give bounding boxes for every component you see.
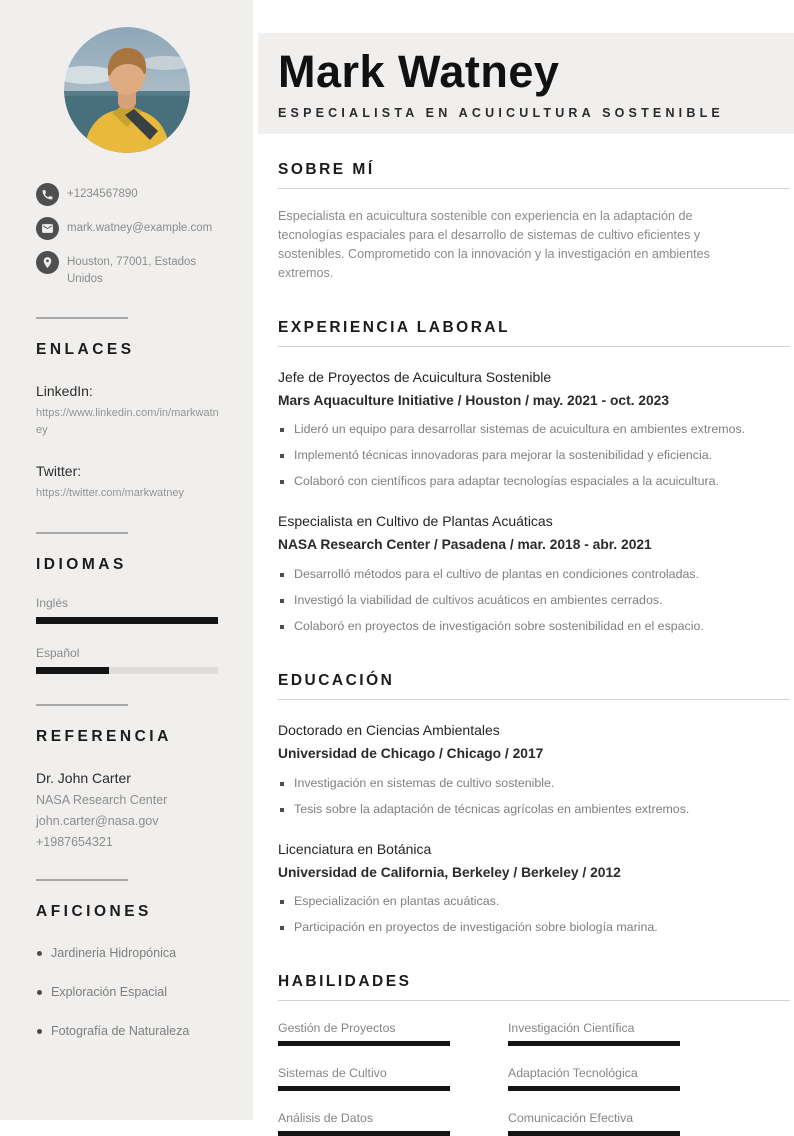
- degree-bullet: Investigación en sistemas de cultivo sostenible.: [278, 775, 783, 793]
- degree-title: Licenciatura en Botánica: [278, 840, 432, 857]
- hobbies-heading: AFICIONES: [36, 903, 152, 921]
- job-bullet: Implementó técnicas innovadoras para mejorar la sostenibilidad y eficiencia.: [278, 447, 783, 465]
- email-address[interactable]: mark.watney@example.com: [67, 222, 213, 234]
- contact-phone-row: [36, 183, 253, 206]
- twitter-url[interactable]: https://twitter.com/markwatney: [36, 487, 184, 500]
- sidebar: [0, 0, 253, 1120]
- about-heading: SOBRE MÍ: [278, 161, 375, 178]
- profile-photo-illustration: [64, 27, 190, 153]
- about-text: Especialista en acuicultura sostenible con experiencia en la adaptación de tecnologías espaciales para el desarrollo de sistemas de cultivo eficientes y sostenibles. Comprometido con la innovación y la investigación en ambientes extremos.: [278, 209, 710, 280]
- job-meta: NASA Research Center / Pasadena / mar. 2018 - abr. 2021: [278, 537, 652, 553]
- skill-item: [508, 1066, 680, 1091]
- job-bullets: [278, 421, 790, 491]
- links-section: [36, 341, 253, 502]
- hobby-item: Fotografía de Naturaleza: [36, 1024, 253, 1038]
- experience-entry: [278, 367, 790, 492]
- page-title: Mark Watney: [278, 46, 560, 97]
- skills-heading: HABILIDADES: [278, 973, 412, 991]
- job-bullet: Colaboró con científicos para adaptar tecnologías espaciales a la acuicultura.: [278, 473, 783, 491]
- job-title: Especialista en Cultivo de Plantas Acuáticas: [278, 513, 553, 530]
- experience-entry: [278, 511, 790, 636]
- skill-bar: [278, 1041, 450, 1046]
- job-bullets: [278, 566, 790, 636]
- phone-icon: [36, 183, 59, 206]
- skill-bar: [508, 1131, 680, 1136]
- degree-meta: Universidad de Chicago / Chicago / 2017: [278, 745, 544, 761]
- degree-meta: Universidad de California, Berkeley / Berkeley / 2012: [278, 864, 621, 880]
- main-content: [253, 161, 794, 1136]
- email-icon: [36, 217, 59, 240]
- phone-number: +1234567890: [67, 188, 138, 200]
- skills-grid: [278, 1021, 790, 1136]
- language-bar-fill: [36, 617, 218, 624]
- skill-label: Adaptación Tecnológica: [508, 1066, 638, 1081]
- skill-item: [508, 1021, 680, 1046]
- main-column: [253, 0, 794, 1136]
- experience-heading: EXPERIENCIA LABORAL: [278, 318, 511, 336]
- reference-phone: +1987654321: [36, 835, 113, 850]
- education-entry: [278, 839, 790, 938]
- skill-label: Investigación Científica: [508, 1021, 635, 1036]
- job-bullet: Desarrolló métodos para el cultivo de plantas en condiciones controladas.: [278, 566, 783, 584]
- skills-section: [278, 973, 790, 1136]
- degree-title: Doctorado en Ciencias Ambientales: [278, 721, 500, 738]
- professional-title: ESPECIALISTA EN ACUICULTURA SOSTENIBLE: [278, 105, 724, 120]
- contact-email-row: [36, 217, 253, 240]
- degree-bullet: Participación en proyectos de investigación sobre biología marina.: [278, 919, 783, 937]
- skill-item: [278, 1066, 450, 1091]
- twitter-label: Twitter:: [36, 463, 82, 480]
- education-heading: EDUCACIÓN: [278, 671, 395, 689]
- skill-bar: [278, 1131, 450, 1136]
- section-rule: [278, 1000, 790, 1001]
- hobby-item: Exploración Espacial: [36, 985, 253, 999]
- job-bullet: Colaboró en proyectos de investigación sobre sostenibilidad en el espacio.: [278, 618, 783, 636]
- job-bullet: Investigó la viabilidad de cultivos acuáticos en ambientes cerrados.: [278, 592, 783, 610]
- skill-bar: [508, 1086, 680, 1091]
- skill-label: Sistemas de Cultivo: [278, 1066, 387, 1081]
- hobbies-section: [36, 903, 253, 1038]
- linkedin-url[interactable]: https://www.linkedin.com/in/markwatney: [36, 407, 219, 437]
- avatar: [64, 27, 190, 153]
- degree-bullet: Especialización en plantas acuáticas.: [278, 893, 783, 911]
- job-title: Jefe de Proyectos de Acuicultura Sostenible: [278, 368, 552, 385]
- location-icon: [36, 251, 59, 274]
- reference-heading: REFERENCIA: [36, 728, 172, 746]
- languages-section: [36, 556, 253, 674]
- linkedin-label: LinkedIn:: [36, 383, 93, 400]
- sidebar-divider: [36, 317, 128, 319]
- education-entry: [278, 720, 790, 819]
- section-rule: [278, 699, 790, 700]
- job-meta: Mars Aquaculture Initiative / Houston / may. 2021 - oct. 2023: [278, 392, 670, 408]
- language-bar-fill: [36, 667, 109, 674]
- skill-bar: [278, 1086, 450, 1091]
- job-bullet: Lideró un equipo para desarrollar sistemas de acuicultura en ambientes extremos.: [278, 421, 783, 439]
- skill-item: [278, 1021, 450, 1046]
- sidebar-divider: [36, 532, 128, 534]
- degree-bullets: [278, 775, 790, 819]
- reference-section: [36, 728, 253, 849]
- hobby-item: Jardineria Hidropónica: [36, 946, 253, 960]
- skill-label: Comunicación Efectiva: [508, 1111, 634, 1126]
- contact-location-row: [36, 251, 253, 287]
- sidebar-divider: [36, 704, 128, 706]
- language-bar: [36, 667, 218, 674]
- language-label: Español: [36, 646, 80, 661]
- sidebar-divider: [36, 879, 128, 881]
- experience-section: [278, 319, 790, 636]
- location-text: Houston, 77001, Estados Unidos: [67, 256, 197, 285]
- contact-info: [36, 183, 253, 287]
- header-band: [258, 33, 794, 134]
- language-bar: [36, 617, 218, 624]
- languages-heading: IDIOMAS: [36, 556, 127, 574]
- skill-label: Análisis de Datos: [278, 1111, 374, 1126]
- section-rule: [278, 346, 790, 347]
- skill-bar: [508, 1041, 680, 1046]
- degree-bullet: Tesis sobre la adaptación de técnicas agrícolas en ambientes extremos.: [278, 801, 783, 819]
- reference-organization: NASA Research Center: [36, 793, 168, 808]
- language-label: Inglés: [36, 596, 69, 611]
- skill-item: [508, 1111, 680, 1136]
- reference-name: Dr. John Carter: [36, 770, 131, 787]
- links-heading: ENLACES: [36, 341, 135, 359]
- reference-email[interactable]: john.carter@nasa.gov: [36, 814, 159, 829]
- skill-item: [278, 1111, 450, 1136]
- about-section: [278, 161, 790, 283]
- degree-bullets: [278, 893, 790, 937]
- skill-label: Gestión de Proyectos: [278, 1021, 396, 1036]
- section-rule: [278, 188, 790, 189]
- education-section: [278, 672, 790, 937]
